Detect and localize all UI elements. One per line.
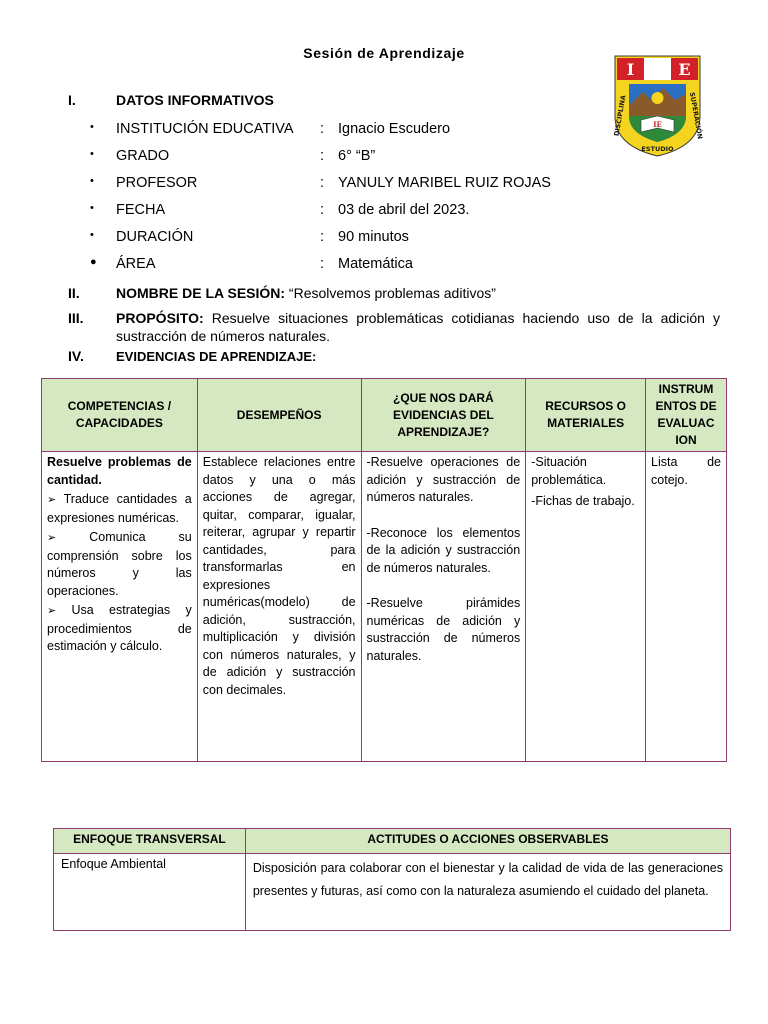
- datos-value: 90 minutos: [338, 229, 409, 245]
- capacidad-item: [47, 491, 192, 527]
- instrumento-cell: Lista de cotejo.: [646, 452, 727, 762]
- datos-label: PROFESOR: [116, 175, 198, 191]
- datos-item: [0, 175, 768, 197]
- datos-colon: :: [320, 256, 325, 272]
- section-4-number: IV.: [68, 348, 84, 364]
- datos-value: 03 de abril del 2023.: [338, 202, 470, 218]
- capacidad-text: Traduce cantidades a expresiones numéricas.: [47, 492, 192, 525]
- header-desempenos: DESEMPEÑOS: [197, 379, 361, 452]
- datos-value: Ignacio Escudero: [338, 121, 451, 137]
- evidencias-cell: [361, 452, 526, 762]
- section-2-number: II.: [68, 285, 80, 301]
- recurso-item: -Situación problemática.: [531, 455, 607, 487]
- datos-item: [0, 229, 768, 251]
- section-2-heading: NOMBRE DE LA SESIÓN:: [116, 285, 286, 301]
- section-3-heading: PROPÓSITO:: [116, 310, 204, 326]
- header-recursos: RECURSOS O MATERIALES: [526, 379, 646, 452]
- capacidad-text: Usa estrategias y procedimientos de estimación y cálculo.: [47, 603, 192, 653]
- evidencia-item: -Reconoce los elementos de la adición y sustracción de números naturales.: [366, 525, 521, 575]
- bullet: •: [90, 175, 94, 187]
- evidencia-item: -Resuelve pirámides numéricas de adición y sustracción de números naturales.: [366, 596, 521, 663]
- logo-right-letter: E: [678, 60, 691, 79]
- section-3-number: III.: [68, 310, 84, 326]
- session-name: “Resolvemos problemas aditivos”: [285, 285, 496, 301]
- datos-colon: :: [320, 121, 325, 137]
- logo-right-text: SUPERACIÓN: [687, 91, 704, 140]
- capacidad-text: Comunica su comprensión sobre los números y las operaciones.: [47, 530, 192, 598]
- desempeno-cell: Establece relaciones entre datos y una o más acciones de agregar, quitar, comparar, igualar, reiterar, agrupar y repartir cantidades, para transformarlas en expresiones numéricas(modelo) de adición, sustracción, multiplicación y división con números naturales, y de adición y sustracción con decimales.: [197, 452, 361, 762]
- section-1-number: I.: [68, 92, 76, 108]
- datos-item: [0, 202, 768, 224]
- arrow-icon: ➢: [47, 532, 57, 544]
- datos-label: FECHA: [116, 202, 166, 218]
- datos-colon: :: [320, 202, 325, 218]
- arrow-icon: ➢: [47, 494, 57, 506]
- logo-book-text: IE: [653, 120, 662, 129]
- section-3: [116, 310, 720, 345]
- evidencias-row: [42, 452, 727, 762]
- datos-colon: :: [320, 229, 325, 245]
- bullet: •: [90, 121, 94, 133]
- evidencias-header-row: [42, 379, 727, 452]
- enfoque-description: Disposición para colaborar con el bienestar y la calidad de vida de las generaciones presentes y futuras, así como con la naturaleza asumiendo el cuidado del planeta.: [245, 854, 730, 931]
- purpose-text: Resuelve situaciones problemáticas cotidianas haciendo uso de la adición y sustracción de números naturales.: [116, 310, 720, 344]
- datos-item: [0, 148, 768, 170]
- enfoque-header-row: [54, 829, 731, 854]
- datos-value: YANULY MARIBEL RUIZ ROJAS: [338, 175, 551, 191]
- page-title: Sesión de Aprendizaje: [303, 45, 465, 61]
- section-1-heading: DATOS INFORMATIVOS: [116, 92, 274, 108]
- recursos-cell: [526, 452, 646, 762]
- bullet: •: [90, 148, 94, 160]
- enfoque-table: [53, 828, 731, 931]
- header-actitudes: ACTITUDES O ACCIONES OBSERVABLES: [245, 829, 730, 854]
- datos-label: GRADO: [116, 148, 170, 164]
- datos-item: [0, 121, 768, 143]
- arrow-icon: ➢: [47, 605, 57, 617]
- section-2: [116, 285, 726, 301]
- bullet: •: [90, 229, 94, 241]
- header-evidencias: ¿QUE NOS DARÁ EVIDENCIAS DEL APRENDIZAJE?: [361, 379, 526, 452]
- datos-value: 6° “B”: [338, 148, 376, 164]
- enfoque-name: Enfoque Ambiental: [54, 854, 246, 931]
- recurso-item: -Fichas de trabajo.: [531, 494, 635, 508]
- competencias-cell: [42, 452, 198, 762]
- datos-label: DURACIÓN: [116, 229, 194, 245]
- header-enfoque: ENFOQUE TRANSVERSAL: [54, 829, 246, 854]
- section-4-heading: EVIDENCIAS DE APRENDIZAJE:: [116, 349, 317, 364]
- capacidad-item: [47, 602, 192, 656]
- datos-colon: :: [320, 148, 325, 164]
- competencia-title: Resuelve problemas de cantidad.: [47, 455, 192, 487]
- capacidad-item: [47, 529, 192, 600]
- logo-left-letter: I: [626, 60, 635, 79]
- datos-label: INSTITUCIÓN EDUCATIVA: [116, 121, 294, 137]
- bullet: •: [90, 202, 94, 214]
- logo-left-text: DISCIPLINA: [612, 94, 628, 137]
- logo-bottom-text: ESTUDIO: [641, 145, 674, 153]
- evidencias-table: [41, 378, 727, 762]
- datos-item: [0, 256, 768, 278]
- bullet: ●: [90, 256, 97, 268]
- datos-colon: :: [320, 175, 325, 191]
- evidencia-item: -Resuelve operaciones de adición y sustracción de números naturales.: [366, 455, 521, 504]
- datos-value: Matemática: [338, 256, 413, 272]
- datos-label: ÁREA: [116, 256, 156, 272]
- enfoque-row: [54, 854, 731, 931]
- header-instrumentos: INSTRUM ENTOS DE EVALUAC ION: [646, 379, 727, 452]
- header-competencias: COMPETENCIAS / CAPACIDADES: [42, 379, 198, 452]
